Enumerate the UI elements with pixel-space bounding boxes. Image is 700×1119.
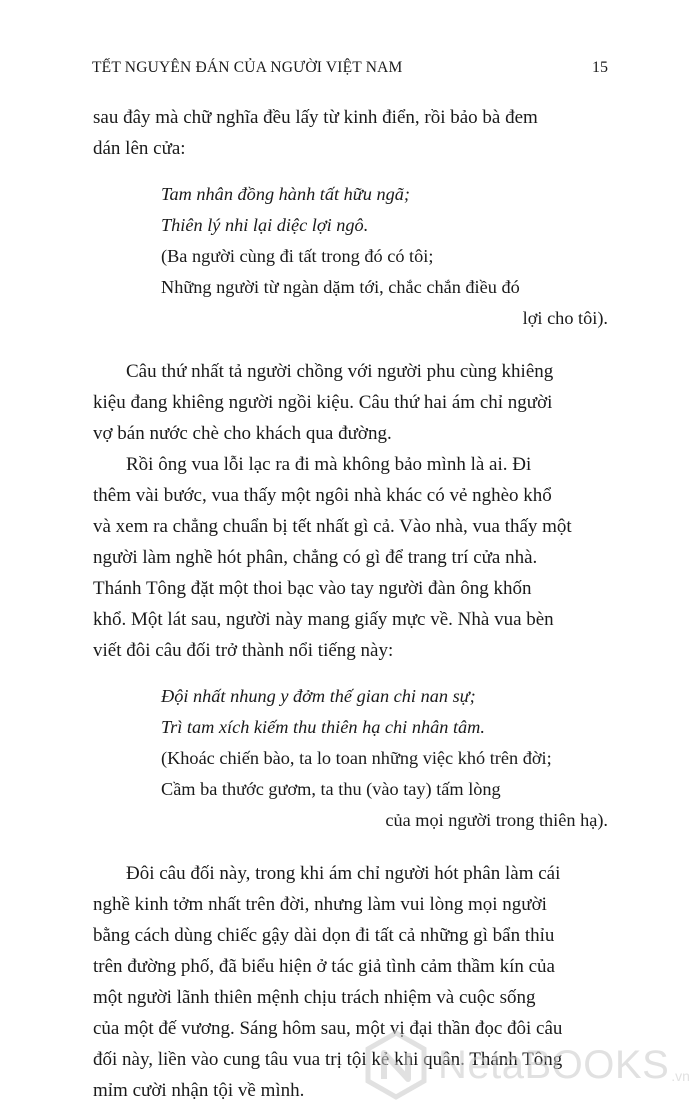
verse-line: Tam nhân đồng hành tất hữu ngã; xyxy=(161,184,411,204)
verse-line: (Ba người cùng đi tất trong đó có tôi; xyxy=(161,246,434,266)
watermark-domain: .vn xyxy=(671,1068,690,1084)
paragraph-line: Thánh Tông đặt một thoi bạc vào tay người đàn ông khốn xyxy=(93,578,532,599)
watermark xyxy=(360,1020,690,1110)
paragraph-line: Đôi câu đối này, trong khi ám chỉ người hót phân làm cái xyxy=(126,863,561,884)
paragraph-line: và xem ra chẳng chuẩn bị tết nhất gì cả. Vào nhà, vua thấy một xyxy=(93,516,572,537)
page-number: 15 xyxy=(592,59,608,76)
verse-line: Trì tam xích kiếm thu thiên hạ chi nhân tâm. xyxy=(161,717,485,737)
paragraph-line: bằng cách dùng chiếc gậy dài dọn đi tất cả những gì bẩn thỉu xyxy=(93,925,555,946)
paragraph-line: kiệu đang khiêng người ngồi kiệu. Câu thứ hai ám chỉ người xyxy=(93,392,553,413)
paragraph-line: Câu thứ nhất tả người chồng với người phu cùng khiêng xyxy=(126,361,554,382)
watermark-brand: NetaBOOKS xyxy=(438,1042,670,1087)
paragraph-line: Rồi ông vua lỗi lạc ra đi mà không bảo mình là ai. Đi xyxy=(126,454,532,475)
paragraph-line: người làm nghề hót phân, chẳng có gì để trang trí cửa nhà. xyxy=(93,547,538,568)
paragraph-line: của một đế vương. Sáng hôm sau, một vị đại thần đọc đôi câu xyxy=(93,1018,563,1039)
paragraph-line: viết đôi câu đối trở thành nổi tiếng này: xyxy=(93,640,394,661)
page-header xyxy=(92,59,608,83)
verse-line: Thiên lý nhi lại diệc lợi ngô. xyxy=(161,215,369,235)
verse-line: Cầm ba thước gươm, ta thu (vào tay) tấm lòng xyxy=(161,779,501,799)
verse-line: của mọi người trong thiên hạ). xyxy=(385,810,608,830)
paragraph-line: sau đây mà chữ nghĩa đều lấy từ kinh điển, rồi bảo bà đem xyxy=(93,107,538,128)
running-title: TẾT NGUYÊN ĐÁN CỦA NGƯỜI VIỆT NAM xyxy=(92,59,403,76)
paragraph-line: mỉm cười nhận tội về mình. xyxy=(93,1080,305,1101)
paragraph-line: vợ bán nước chè cho khách qua đường. xyxy=(93,423,392,444)
verse-line: Đội nhất nhung y đởm thế gian chi nan sự; xyxy=(161,686,476,706)
n-hexagon-logo-icon xyxy=(360,1029,432,1101)
paragraph-line: khổ. Một lát sau, người này mang giấy mực về. Nhà vua bèn xyxy=(93,609,554,630)
paragraph-line: trên đường phố, đã biểu hiện ở tác giả tình cảm thầm kín của xyxy=(93,956,555,977)
paragraph-line: đối này, liền vào cung tâu vua trị tội kẻ khi quân. Thánh Tông xyxy=(93,1049,563,1070)
verse-line: lợi cho tôi). xyxy=(522,308,608,328)
paragraph-line: nghề kinh tởm nhất trên đời, nhưng làm vui lòng mọi người xyxy=(93,894,547,915)
paragraph-line: một người lãnh thiên mệnh chịu trách nhiệm và cuộc sống xyxy=(93,987,536,1008)
verse-line: (Khoác chiến bào, ta lo toan những việc khó trên đời; xyxy=(161,748,552,768)
verse-line: Những người từ ngàn dặm tới, chắc chắn điều đó xyxy=(161,277,520,297)
paragraph-line: thêm vài bước, vua thấy một ngôi nhà khác có vẻ nghèo khổ xyxy=(93,485,552,506)
paragraph-line: dán lên cửa: xyxy=(93,138,186,159)
